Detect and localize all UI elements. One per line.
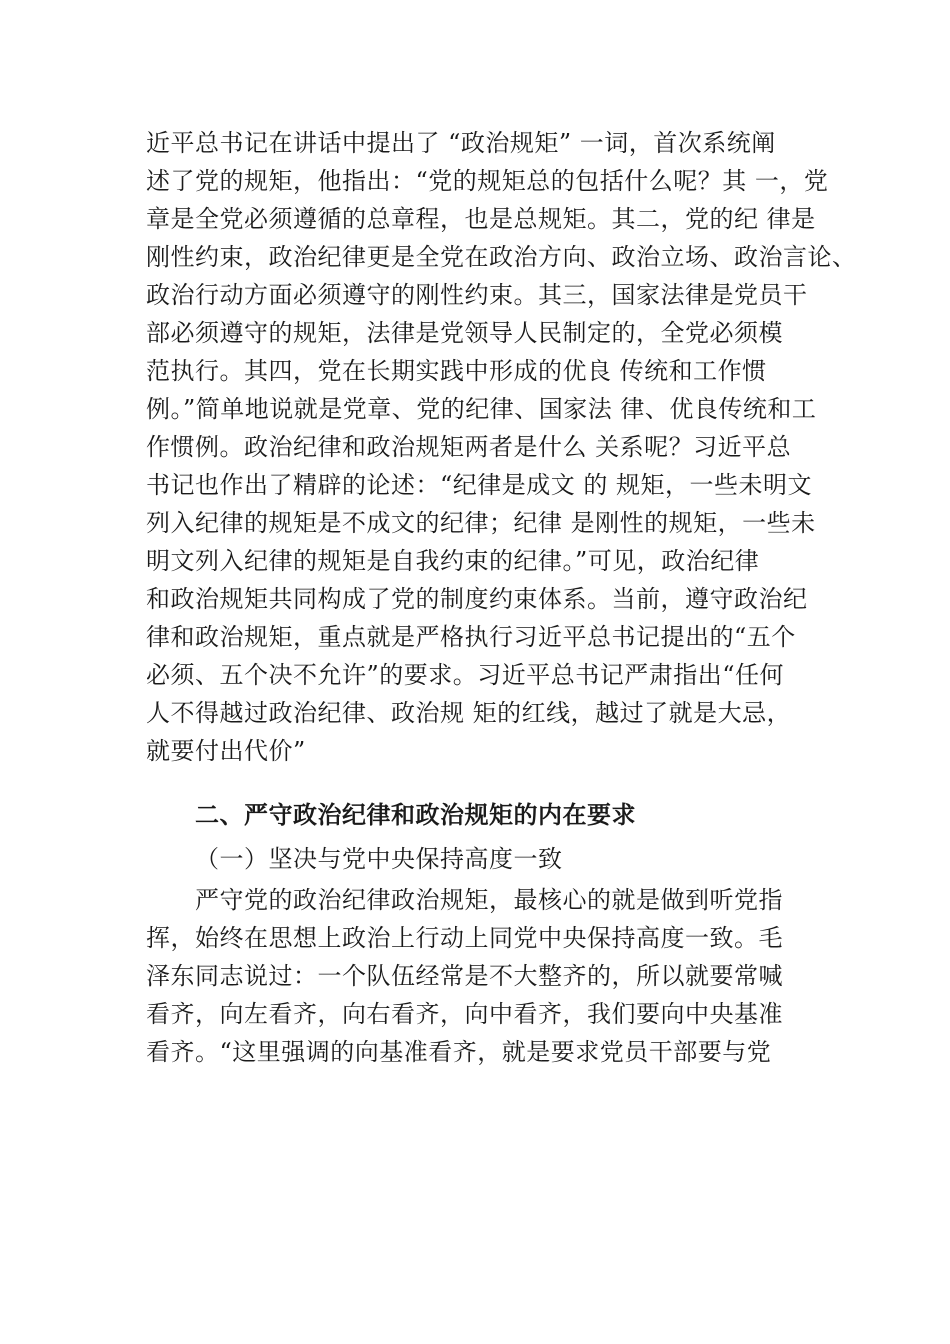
text-line: 述了党的规矩，他指出：“党的规矩总的包括什么呢？其 一，党 xyxy=(146,167,829,195)
text-line: 部必须遵守的规矩，法律是党领导人民制定的，全党必须模 xyxy=(146,319,783,347)
text-line: 政治行动方面必须遵守的刚性约束。其三，国家法律是党员干 xyxy=(146,281,808,309)
text-line: 列入纪律的规矩是不成文的纪律；纪律 是刚性的规矩，一些未 xyxy=(146,509,816,537)
text-line: 近平总书记在讲话中提出了 “政治规矩” 一词，首次系统阐 xyxy=(146,129,776,157)
text-line: 看齐。“这里强调的向基准看齐，就是要求党员干部要与党 xyxy=(146,1038,772,1066)
section-heading: 二、严守政治纪律和政治规矩的内在要求 xyxy=(195,801,636,829)
text-line: 就要付出代价” xyxy=(146,737,306,765)
text-line: 章是全党必须遵循的总章程，也是总规矩。其二，党的纪 律是 xyxy=(146,205,816,233)
text-line: 泽东同志说过：一个队伍经常是不大整齐的，所以就要常喊 xyxy=(146,962,783,990)
text-line: 看齐，向左看齐，向右看齐，向中看齐，我们要向中央基准 xyxy=(146,1000,783,1028)
text-line: 严守党的政治纪律政治规矩，最核心的就是做到听党指 xyxy=(195,886,783,914)
text-line: 必须、五个决不允许”的要求。习近平总书记严肃指出“任何 xyxy=(146,661,785,689)
text-line: 律和政治规矩，重点就是严格执行习近平总书记提出的“五个 xyxy=(146,623,796,651)
text-line: 范执行。其四，党在长期实践中形成的优良 传统和工作惯 xyxy=(146,357,767,385)
text-line: 刚性约束，政治纪律更是全党在政治方向、政治立场、政治言论、 xyxy=(146,243,857,271)
text-line: 和政治规矩共同构成了党的制度约束体系。当前，遵守政治纪 xyxy=(146,585,808,613)
text-line: 作惯例。政治纪律和政治规矩两者是什么 关系呢？习近平总 xyxy=(146,433,792,461)
subsection-heading: （一）坚决与党中央保持高度一致 xyxy=(195,845,563,873)
text-line: 人不得越过政治纪律、政治规 矩的红线，越过了就是大忌， xyxy=(146,699,792,727)
text-line: 明文列入纪律的规矩是自我约束的纪律。”可见，政治纪律 xyxy=(146,547,760,575)
text-line: 例。”简单地说就是党章、党的纪律、国家法 律、优良传统和工 xyxy=(146,395,817,423)
text-line: 书记也作出了精辟的论述：“纪律是成文 的 规矩，一些未明文 xyxy=(146,471,813,499)
text-line: 挥，始终在思想上政治上行动上同党中央保持高度一致。毛 xyxy=(146,924,783,952)
